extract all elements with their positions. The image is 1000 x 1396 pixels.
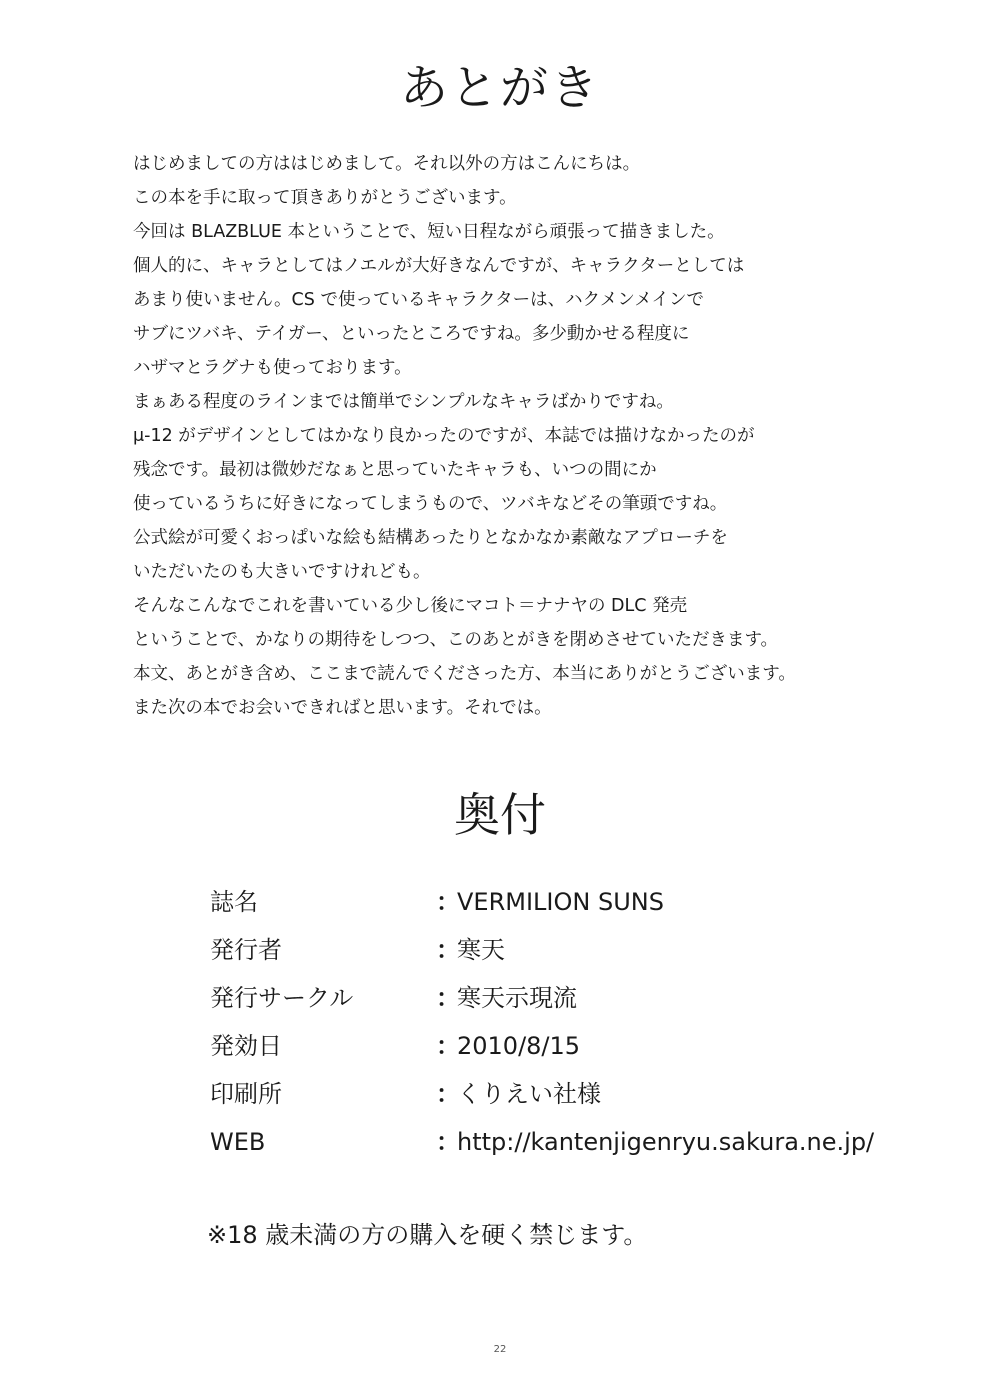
colophon-row-title bbox=[210, 878, 930, 926]
colophon-colon: ： bbox=[436, 1080, 460, 1108]
afterword-line: ということで、かなりの期待をしつつ、このあとがきを閉めさせていただきます。 bbox=[133, 630, 779, 650]
afterword-line: まぁある程度のラインまでは簡単でシンプルなキャラばかりですね。 bbox=[133, 392, 674, 412]
afterword-line: μ-12 がデザインとしてはかなり良かったのですが、本誌では描けなかったのが bbox=[133, 426, 755, 446]
colophon-table bbox=[210, 878, 930, 1166]
colophon-label: 発行サークル bbox=[210, 984, 354, 1012]
colophon-colon: ： bbox=[436, 936, 460, 964]
afterword-line: この本を手に取って頂きありがとうございます。 bbox=[133, 188, 517, 208]
afterword-line: そんなこんなでこれを書いている少し後にマコト＝ナナヤの DLC 発売 bbox=[133, 596, 688, 616]
colophon-title: 奥付 bbox=[454, 788, 546, 842]
afterword-line: 使っているうちに好きになってしまうもので、ツバキなどその筆頭ですね。 bbox=[133, 494, 728, 514]
afterword-line: 本文、あとがき含め、ここまで読んでくださった方、本当にありがとうございます。 bbox=[133, 664, 796, 684]
colophon-colon: ： bbox=[436, 1128, 460, 1156]
colophon-label: 発効日 bbox=[210, 1032, 282, 1060]
page-number: 22 bbox=[493, 1344, 507, 1355]
afterword-line: サブにツバキ、テイガー、といったところですね。多少動かせる程度に bbox=[133, 324, 690, 344]
colophon-row-web bbox=[210, 1118, 930, 1166]
colophon-colon: ： bbox=[436, 888, 460, 916]
colophon-row-publisher bbox=[210, 926, 930, 974]
afterword-line: 公式絵が可愛くおっぱいな絵も結構あったりとなかなか素敵なアプローチを bbox=[133, 528, 728, 548]
age-restriction-notice: ※18 歳未満の方の購入を硬く禁じます。 bbox=[207, 1221, 648, 1249]
colophon-colon: ： bbox=[436, 1032, 460, 1060]
colophon-label: 誌名 bbox=[210, 888, 258, 916]
colophon-value: VERMILION SUNS bbox=[457, 888, 664, 916]
colophon-label: 発行者 bbox=[210, 936, 282, 964]
colophon-row-circle bbox=[210, 974, 930, 1022]
colophon-label: 印刷所 bbox=[210, 1080, 282, 1108]
afterword-line: また次の本でお会いできればと思います。それでは。 bbox=[133, 698, 552, 718]
colophon-value: くりえい社様 bbox=[457, 1080, 601, 1108]
colophon-value: 寒天 bbox=[457, 936, 505, 964]
colophon-value: 2010/8/15 bbox=[457, 1032, 581, 1060]
colophon-colon: ： bbox=[436, 984, 460, 1012]
colophon-label: WEB bbox=[210, 1128, 266, 1156]
afterword-line: はじめましての方ははじめまして。それ以外の方はこんにちは。 bbox=[133, 154, 641, 174]
colophon-row-printer bbox=[210, 1070, 930, 1118]
web-url-link[interactable]: http://kantenjigenryu.sakura.ne.jp/ bbox=[457, 1128, 875, 1156]
afterword-line: 残念です。最初は微妙だなぁと思っていたキャラも、いつの間にか bbox=[133, 460, 657, 480]
afterword-body bbox=[133, 147, 913, 725]
afterword-line: 個人的に、キャラとしてはノエルが大好きなんですが、キャラクターとしては bbox=[133, 256, 745, 276]
colophon-value: 寒天示現流 bbox=[457, 984, 577, 1012]
afterword-line: あまり使いません。CS で使っているキャラクターは、ハクメンメインで bbox=[133, 290, 705, 310]
afterword-title: あとがき bbox=[399, 60, 600, 116]
afterword-line: ハザマとラグナも使っております。 bbox=[133, 358, 412, 378]
colophon-row-date bbox=[210, 1022, 930, 1070]
afterword-line: いただいたのも大きいですけれども。 bbox=[133, 562, 431, 582]
afterword-line: 今回は BLAZBLUE 本ということで、短い日程ながら頑張って描きました。 bbox=[133, 222, 725, 242]
